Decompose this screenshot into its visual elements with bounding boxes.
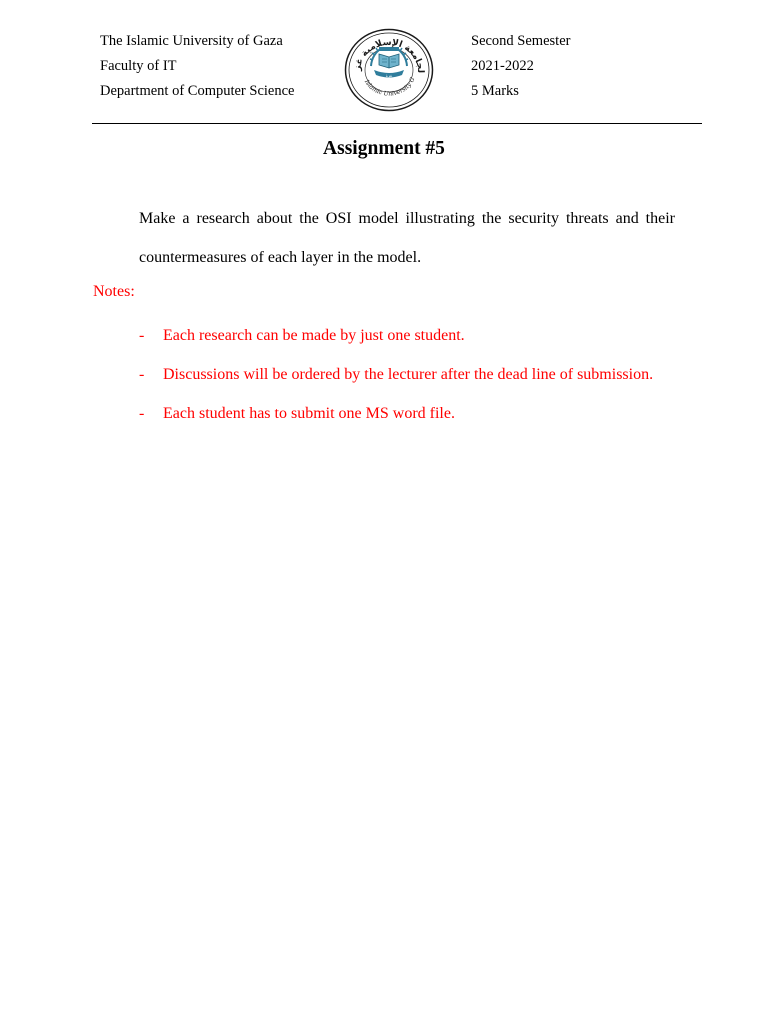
note-text: Each student has to submit one MS word file. bbox=[163, 405, 455, 422]
faculty-name: Faculty of IT bbox=[100, 58, 177, 74]
bullet-dash: - bbox=[139, 366, 145, 383]
svg-text:الجامعة الإسلامية غزة: لجامعة الإسلامية غز bbox=[352, 37, 426, 74]
page-title: Assignment #5 bbox=[323, 138, 445, 159]
academic-year: 2021-2022 bbox=[471, 58, 534, 74]
note-text: Each research can be made by just one student. bbox=[163, 327, 465, 344]
list-item bbox=[139, 355, 675, 394]
bullet-dash: - bbox=[139, 327, 145, 344]
note-text: Discussions will be ordered by the lecturer after the dead line of submission. bbox=[163, 366, 654, 383]
header-left-block bbox=[100, 29, 294, 104]
list-item bbox=[139, 316, 675, 355]
header-right-block bbox=[471, 29, 570, 104]
notes-heading: Notes: bbox=[93, 283, 135, 300]
svg-text:غزة: غزة bbox=[385, 73, 393, 78]
header-divider bbox=[92, 123, 702, 124]
bullet-dash: - bbox=[139, 405, 145, 422]
university-name: The Islamic University of Gaza bbox=[100, 33, 283, 49]
semester-label: Second Semester bbox=[471, 33, 571, 49]
notes-list bbox=[139, 316, 675, 433]
university-seal-icon bbox=[344, 28, 434, 112]
list-item bbox=[139, 394, 675, 433]
svg-text:The Islamic University Gaza: Islamic University G bbox=[362, 76, 417, 98]
department-name: Department of Computer Science bbox=[100, 83, 295, 99]
marks-label: 5 Marks bbox=[471, 83, 519, 99]
assignment-description: Make a research about the OSI model illustrating the security threats and their countermeasures of each layer in the model. bbox=[139, 210, 675, 266]
